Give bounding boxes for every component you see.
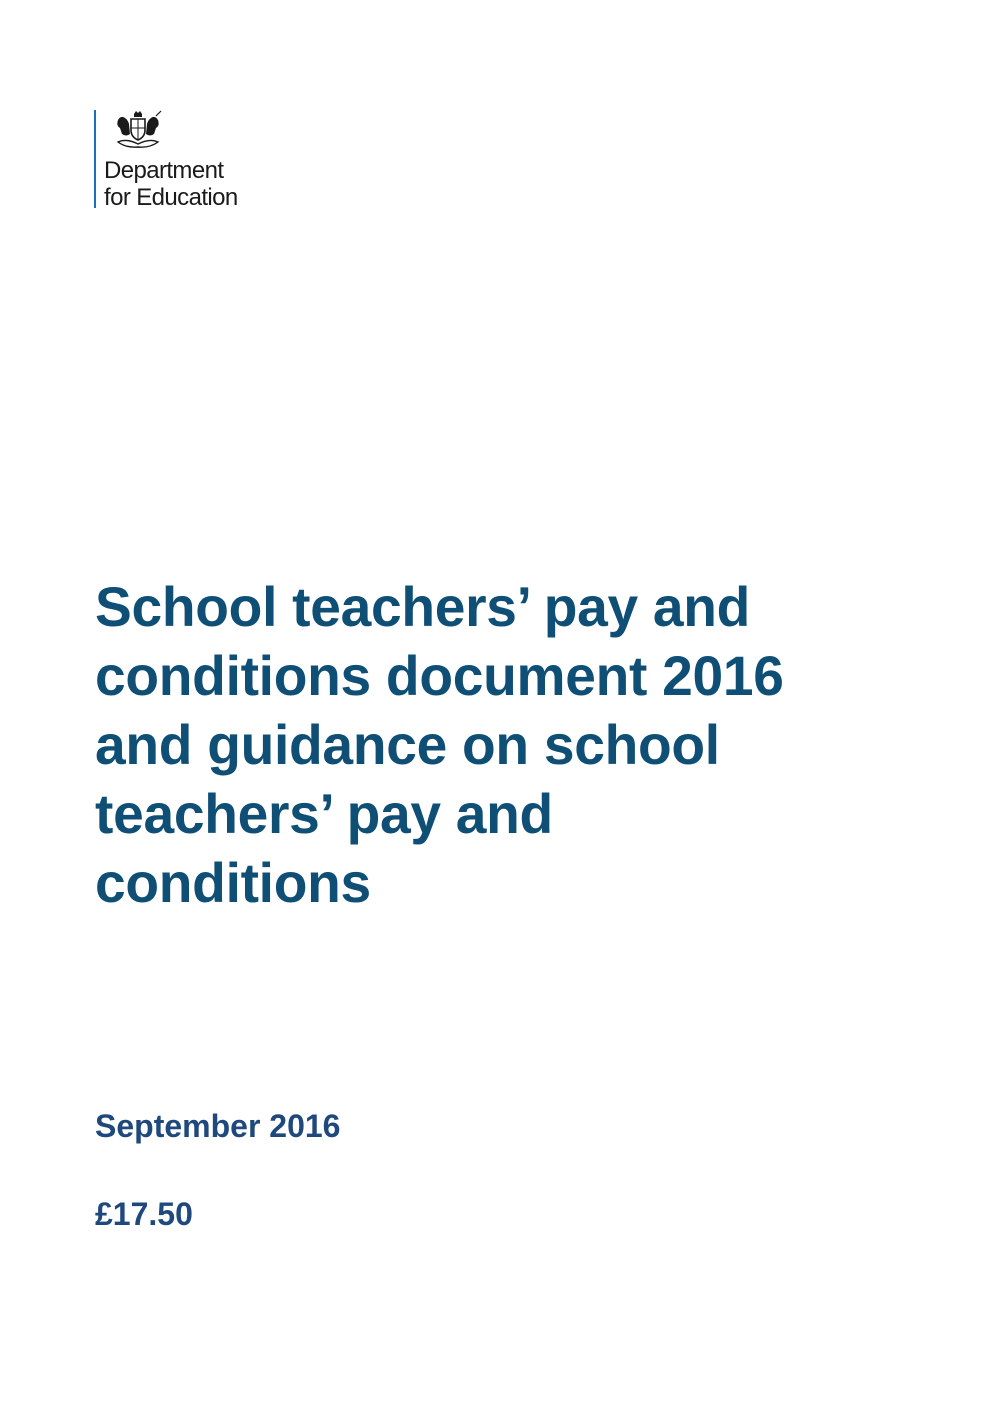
department-logo [94,110,238,211]
department-name-line1: Department [104,157,224,184]
title-line: conditions document 2016 [95,644,784,707]
document-title [95,572,883,917]
document-price: £17.50 [95,1196,193,1232]
department-name [104,157,238,211]
title-line: and guidance on school [95,713,720,776]
title-line: conditions [95,851,371,914]
department-name-line2: for Education [104,184,238,211]
publication-date: September 2016 [95,1108,341,1144]
title-line: teachers’ pay and [95,782,553,845]
title-line: School teachers’ pay and [95,575,751,638]
royal-coat-of-arms-icon [112,110,164,150]
